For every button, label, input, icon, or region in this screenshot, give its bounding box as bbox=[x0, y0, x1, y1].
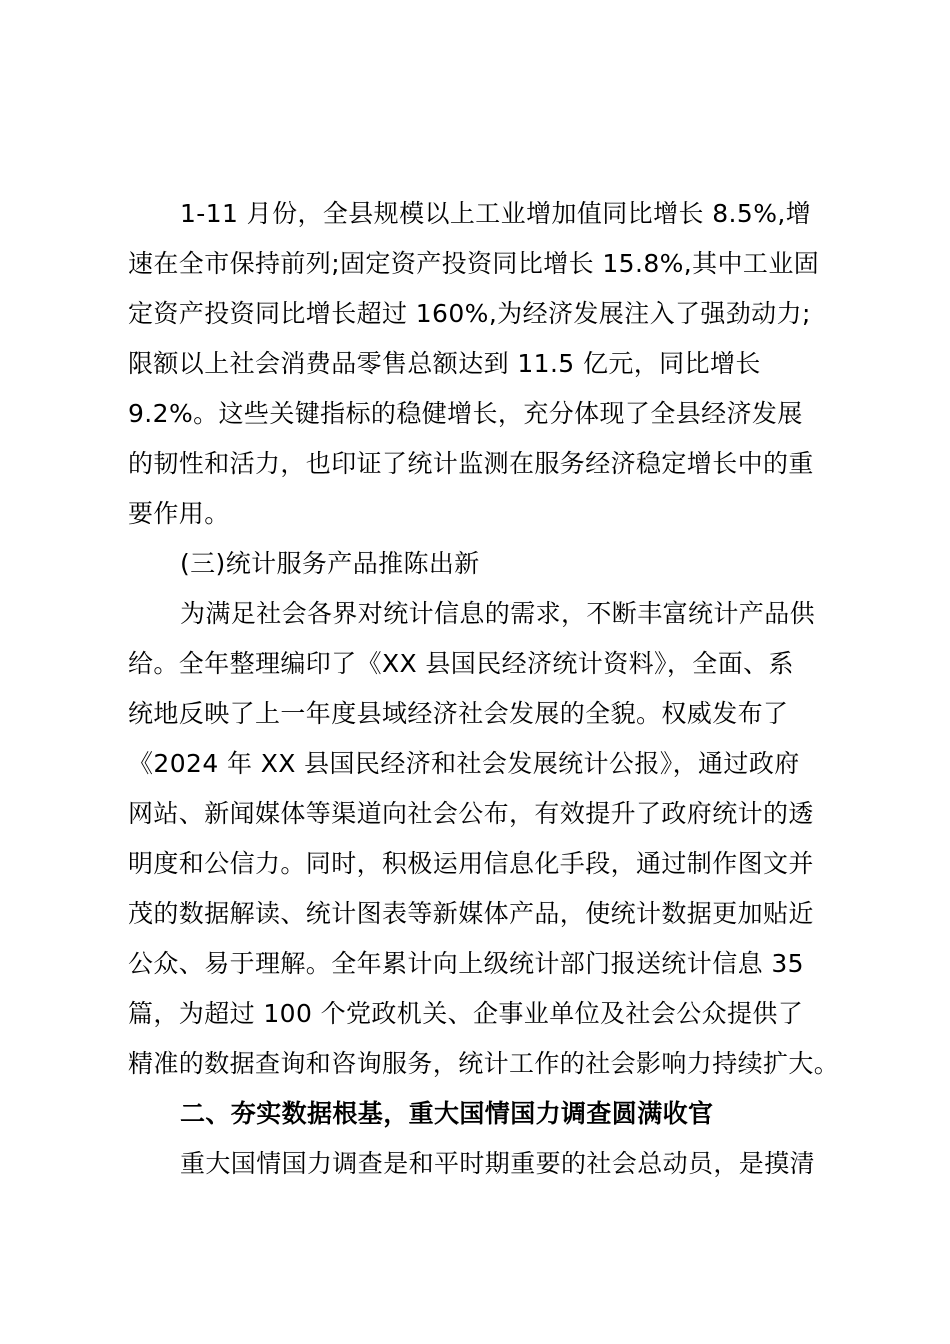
paragraph-3-line-1: 重大国情国力调查是和平时期重要的社会总动员，是摸清 bbox=[180, 1149, 816, 1178]
paragraph-1-line-6: 的韧性和活力，也印证了统计监测在服务经济稳定增长中的重 bbox=[128, 449, 814, 478]
paragraph-2-line-2: 给。全年整理编印了《XX 县国民经济统计资料》，全面、系 bbox=[128, 649, 794, 678]
section-heading-3: (三)统计服务产品推陈出新 bbox=[180, 549, 480, 578]
paragraph-1-line-2: 速在全市保持前列;固定资产投资同比增长 15.8%,其中工业固 bbox=[128, 249, 820, 278]
paragraph-2-line-4: 《2024 年 XX 县国民经济和社会发展统计公报》，通过政府 bbox=[128, 749, 800, 778]
paragraph-1-line-7: 要作用。 bbox=[128, 499, 230, 528]
paragraph-1-line-1: 1-11 月份，全县规模以上工业增加值同比增长 8.5%,增 bbox=[180, 199, 812, 228]
paragraph-2-line-10: 精准的数据查询和咨询服务，统计工作的社会影响力持续扩大。 bbox=[128, 1049, 840, 1078]
paragraph-2-line-6: 明度和公信力。同时，积极运用信息化手段，通过制作图文并 bbox=[128, 849, 814, 878]
paragraph-2-line-1: 为满足社会各界对统计信息的需求，不断丰富统计产品供 bbox=[180, 599, 816, 628]
paragraph-1-line-3: 定资产投资同比增长超过 160%,为经济发展注入了强劲动力; bbox=[128, 299, 811, 328]
chapter-heading-2: 二、夯实数据根基，重大国情国力调查圆满收官 bbox=[180, 1099, 714, 1128]
paragraph-2-line-5: 网站、新闻媒体等渠道向社会公布，有效提升了政府统计的透 bbox=[128, 799, 814, 828]
paragraph-2-line-8: 公众、易于理解。全年累计向上级统计部门报送统计信息 35 bbox=[128, 949, 804, 978]
paragraph-1-line-5: 9.2%。这些关键指标的稳健增长，充分体现了全县经济发展 bbox=[128, 399, 803, 428]
paragraph-2-line-7: 茂的数据解读、统计图表等新媒体产品，使统计数据更加贴近 bbox=[128, 899, 814, 928]
paragraph-1-line-4: 限额以上社会消费品零售总额达到 11.5 亿元，同比增长 bbox=[128, 349, 761, 378]
paragraph-2-line-3: 统地反映了上一年度县域经济社会发展的全貌。权威发布了 bbox=[128, 699, 789, 728]
paragraph-2-line-9: 篇，为超过 100 个党政机关、企事业单位及社会公众提供了 bbox=[128, 999, 804, 1028]
